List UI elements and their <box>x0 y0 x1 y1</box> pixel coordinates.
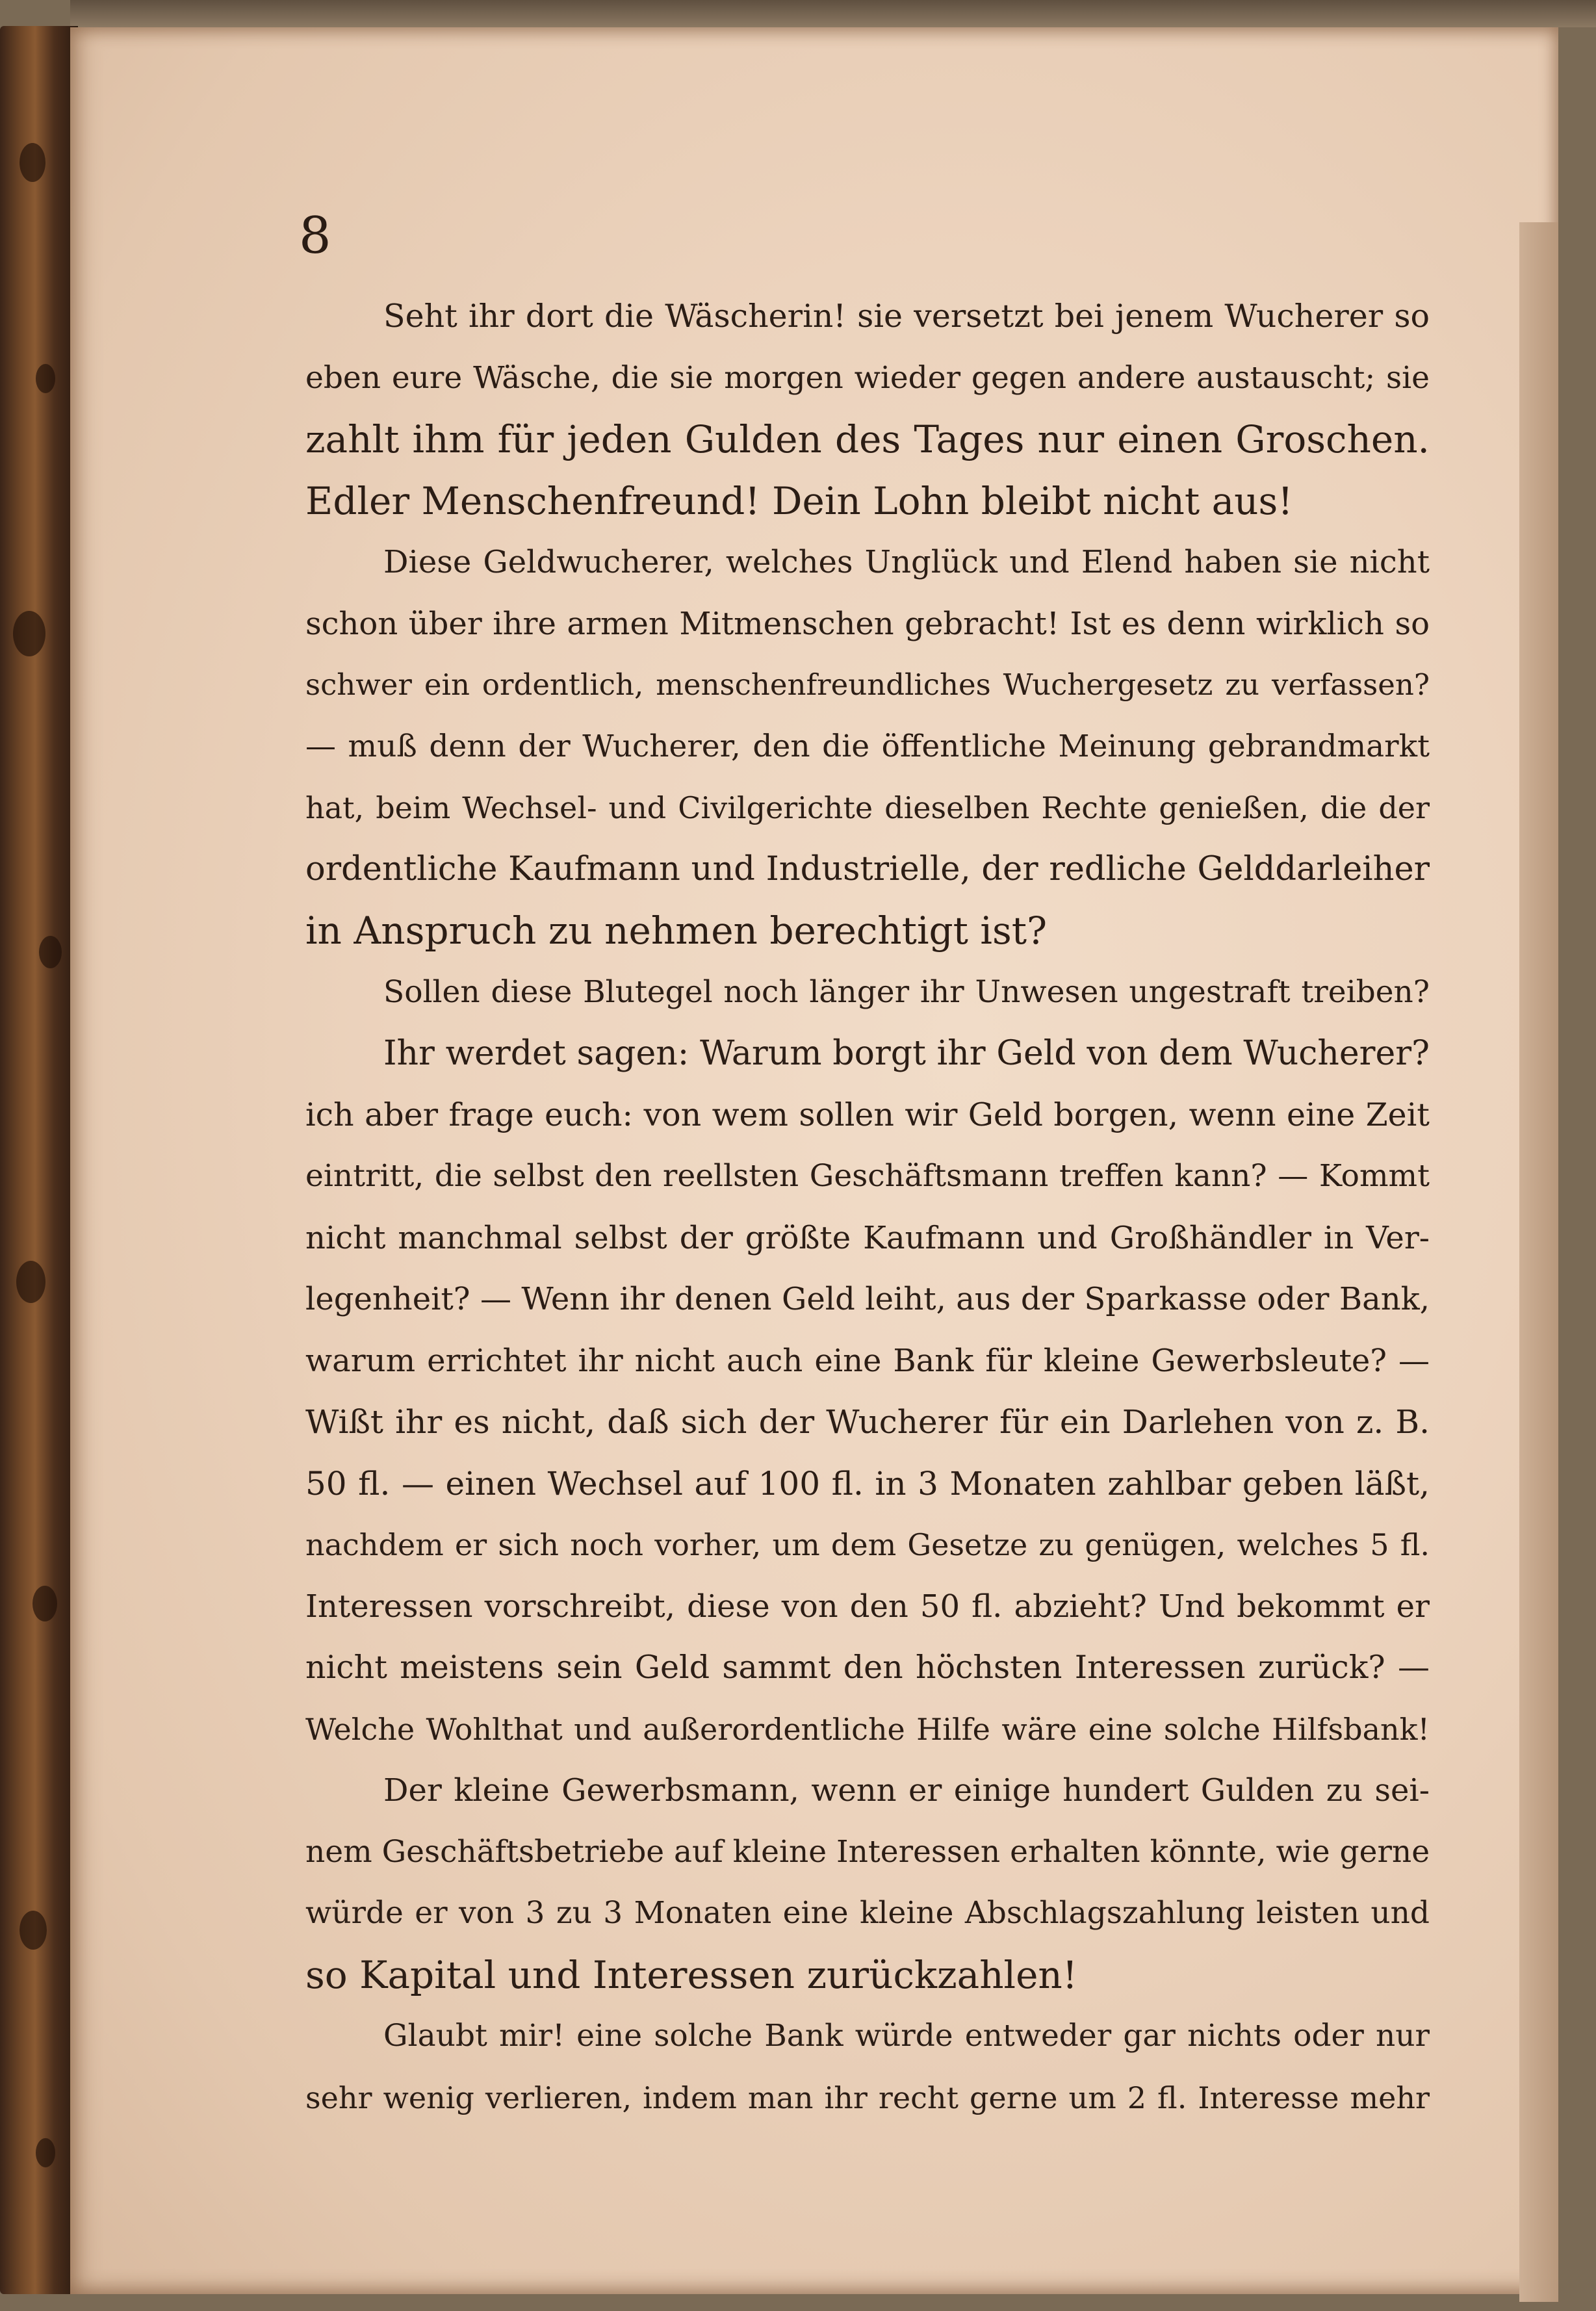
stain <box>36 364 55 393</box>
page-right-edge <box>1519 222 1558 2302</box>
text-line: schon über ihre armen Mitmenschen gebracht! Ist es denn wirklich so <box>305 605 1430 642</box>
text-line: sehr wenig verlieren, indem man ihr recht gerne um 2 fl. Interesse mehr <box>305 2080 1430 2115</box>
text-line: Seht ihr dort die Wäscherin! sie versetzt bei jenem Wucherer so <box>383 298 1430 335</box>
text-line: eben eure Wäsche, die sie morgen wieder gegen andere austauscht; sie <box>305 359 1430 396</box>
text-line: zahlt ihm für jeden Gulden des Tages nur einen Groschen. <box>305 417 1430 461</box>
text-line: Welche Wohlthat und außerordentliche Hilfe wäre eine solche Hilfsbank! <box>305 1711 1430 1747</box>
text-line: nachdem er sich noch vorher, um dem Gesetze zu genügen, welches 5 fl. <box>305 1527 1430 1562</box>
text-line: Ihr werdet sagen: Warum borgt ihr Geld von dem Wucherer? <box>383 1034 1430 1073</box>
text-line: legenheit? — Wenn ihr denen Geld leiht, aus der Sparkasse oder Bank, <box>305 1281 1430 1317</box>
text-line: eintritt, die selbst den reellsten Geschäftsmann treffen kann? — Kommt <box>305 1158 1430 1194</box>
stain <box>13 611 45 656</box>
text-line: Glaubt mir! eine solche Bank würde entweder gar nichts oder nur <box>383 2018 1430 2054</box>
body-text <box>305 286 1430 2128</box>
text-line: so Kapital und Interessen zurückzahlen! <box>305 1952 1078 1997</box>
stain <box>36 2138 55 2167</box>
text-line: Sollen diese Blutegel noch länger ihr Unwesen ungestraft treiben? <box>383 974 1430 1010</box>
text-line: — muß denn der Wucherer, den die öffentliche Meinung gebrandmarkt <box>305 728 1430 764</box>
text-line: schwer ein ordentlich, menschenfreundliches Wuchergesetz zu verfassen? <box>305 667 1430 702</box>
stain <box>32 1586 57 1621</box>
book-spine-edge <box>0 26 78 2294</box>
text-line: nicht manchmal selbst der größte Kaufmann und Großhändler in Ver- <box>305 1219 1430 1256</box>
text-line: in Anspruch zu nehmen berechtigt ist? <box>305 909 1048 953</box>
stain <box>39 936 62 968</box>
page-number: 8 <box>299 207 331 265</box>
text-line: hat, beim Wechsel- und Civilgerichte dieselben Rechte genießen, die der <box>305 790 1430 825</box>
text-line: nicht meistens sein Geld sammt den höchsten Interessen zurück? — <box>305 1649 1430 1686</box>
text-line: 50 fl. — einen Wechsel auf 100 fl. in 3 Monaten zahlbar geben läßt, <box>305 1464 1430 1503</box>
text-line: Wißt ihr es nicht, daß sich der Wucherer für ein Darlehen von z. B. <box>305 1403 1430 1441</box>
text-line: nem Geschäftsbetriebe auf kleine Interessen erhalten könnte, wie gerne <box>305 1833 1430 1870</box>
text-line: warum errichtet ihr nicht auch eine Bank für kleine Gewerbsleute? — <box>305 1342 1430 1379</box>
stain <box>19 143 45 182</box>
stain <box>16 1261 45 1303</box>
stain <box>19 1911 47 1950</box>
text-line: ordentliche Kaufmann und Industrielle, der redliche Gelddarleiher <box>305 849 1430 888</box>
text-line: würde er von 3 zu 3 Monaten eine kleine Abschlagszahlung leisten und <box>305 1895 1430 1931</box>
text-line: Der kleine Gewerbsmann, wenn er einige hundert Gulden zu sei- <box>383 1772 1430 1809</box>
text-line: Interessen vorschreibt, diese von den 50 fl. abzieht? Und bekommt er <box>305 1588 1430 1625</box>
text-line: Diese Geldwucherer, welches Unglück und Elend haben sie nicht <box>383 544 1430 580</box>
top-border <box>70 0 1596 27</box>
text-line: ich aber frage euch: von wem sollen wir Geld borgen, wenn eine Zeit <box>305 1096 1430 1133</box>
text-line: Edler Menschenfreund! Dein Lohn bleibt nicht aus! <box>305 478 1293 523</box>
